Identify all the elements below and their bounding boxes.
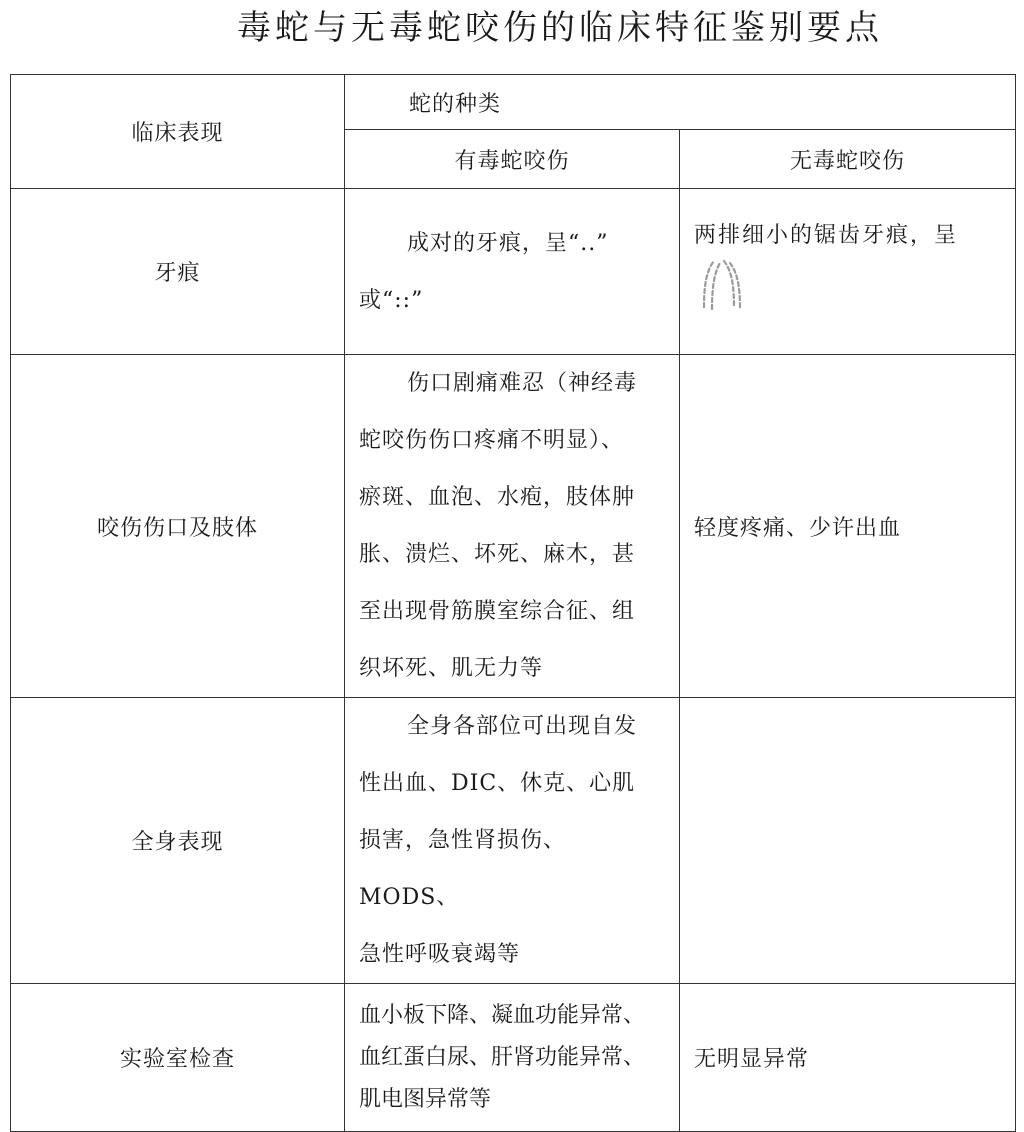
serrated-teeth-marks-icon (694, 257, 754, 313)
venomous-line: 性出血、DIC、休克、心肌 (359, 771, 636, 796)
nonvenomous-text: 轻度疼痛、少许出血 (694, 515, 902, 541)
row-label-cell (11, 984, 345, 1132)
venomous-line: 胀、溃烂、坏死、麻木，甚 (359, 542, 636, 567)
table-row (11, 189, 1016, 355)
nonvenomous-cell (680, 698, 1016, 984)
venomous-cell (345, 355, 680, 698)
venomous-line: 织坏死、肌无力等 (359, 656, 544, 681)
nonvenomous-text: 两排细小的锯齿牙痕，呈 (694, 223, 959, 248)
venomous-line: 瘀斑、血泡、水疱，肢体肿 (359, 485, 636, 510)
venomous-line: 血小板下降、凝血功能异常、 (359, 1002, 646, 1028)
header-nonvenomous-cell (680, 130, 1016, 189)
row-label-cell (11, 698, 345, 984)
nonvenomous-cell (680, 189, 1016, 355)
venomous-line: 急性呼吸衰竭等 (359, 942, 521, 967)
header-kinds: 蛇的种类 (409, 91, 502, 117)
nonvenomous-cell (680, 355, 1016, 698)
venomous-line: 损害，急性肾损伤、MODS、 (359, 828, 567, 910)
venomous-cell (345, 984, 680, 1132)
venomous-cell (345, 698, 680, 984)
venomous-line: 血红蛋白尿、肝肾功能异常、 (359, 1044, 646, 1070)
header-row (11, 75, 1016, 130)
nonvenomous-cell (680, 984, 1016, 1132)
venomous-line: 全身各部位可出现自发 (407, 714, 638, 739)
nonvenomous-text: 无明显异常 (694, 1047, 810, 1072)
comparison-table (10, 74, 1016, 1132)
header-venomous-cell (345, 130, 680, 189)
header-nonvenomous: 无毒蛇咬伤 (790, 148, 906, 174)
venomous-line: 成对的牙痕，呈“..” (407, 230, 609, 256)
table-row (11, 984, 1016, 1132)
header-clinical: 临床表现 (131, 121, 224, 146)
header-clinical-cell (11, 75, 345, 189)
table-row (11, 698, 1016, 984)
venomous-line: 伤口剧痛难忍（神经毒 (407, 371, 638, 396)
header-venomous: 有毒蛇咬伤 (454, 148, 570, 174)
venomous-line: 肌电图异常等 (359, 1086, 492, 1112)
venomous-line: 或“::” (359, 287, 424, 313)
row-label: 全身表现 (131, 830, 224, 855)
header-kinds-cell (345, 75, 1016, 130)
venomous-line: 至出现骨筋膜室综合征、组 (359, 599, 636, 624)
table-row (11, 355, 1016, 698)
row-label: 牙痕 (154, 261, 201, 286)
row-label: 实验室检查 (119, 1047, 235, 1072)
page-title: 毒蛇与无毒蛇咬伤的临床特征鉴别要点 (237, 8, 883, 48)
venomous-line: 蛇咬伤伤口疼痛不明显）、 (359, 428, 625, 453)
row-label-cell (11, 189, 345, 355)
row-label-cell (11, 355, 345, 698)
venomous-cell (345, 189, 680, 355)
row-label: 咬伤伤口及肢体 (96, 515, 258, 541)
